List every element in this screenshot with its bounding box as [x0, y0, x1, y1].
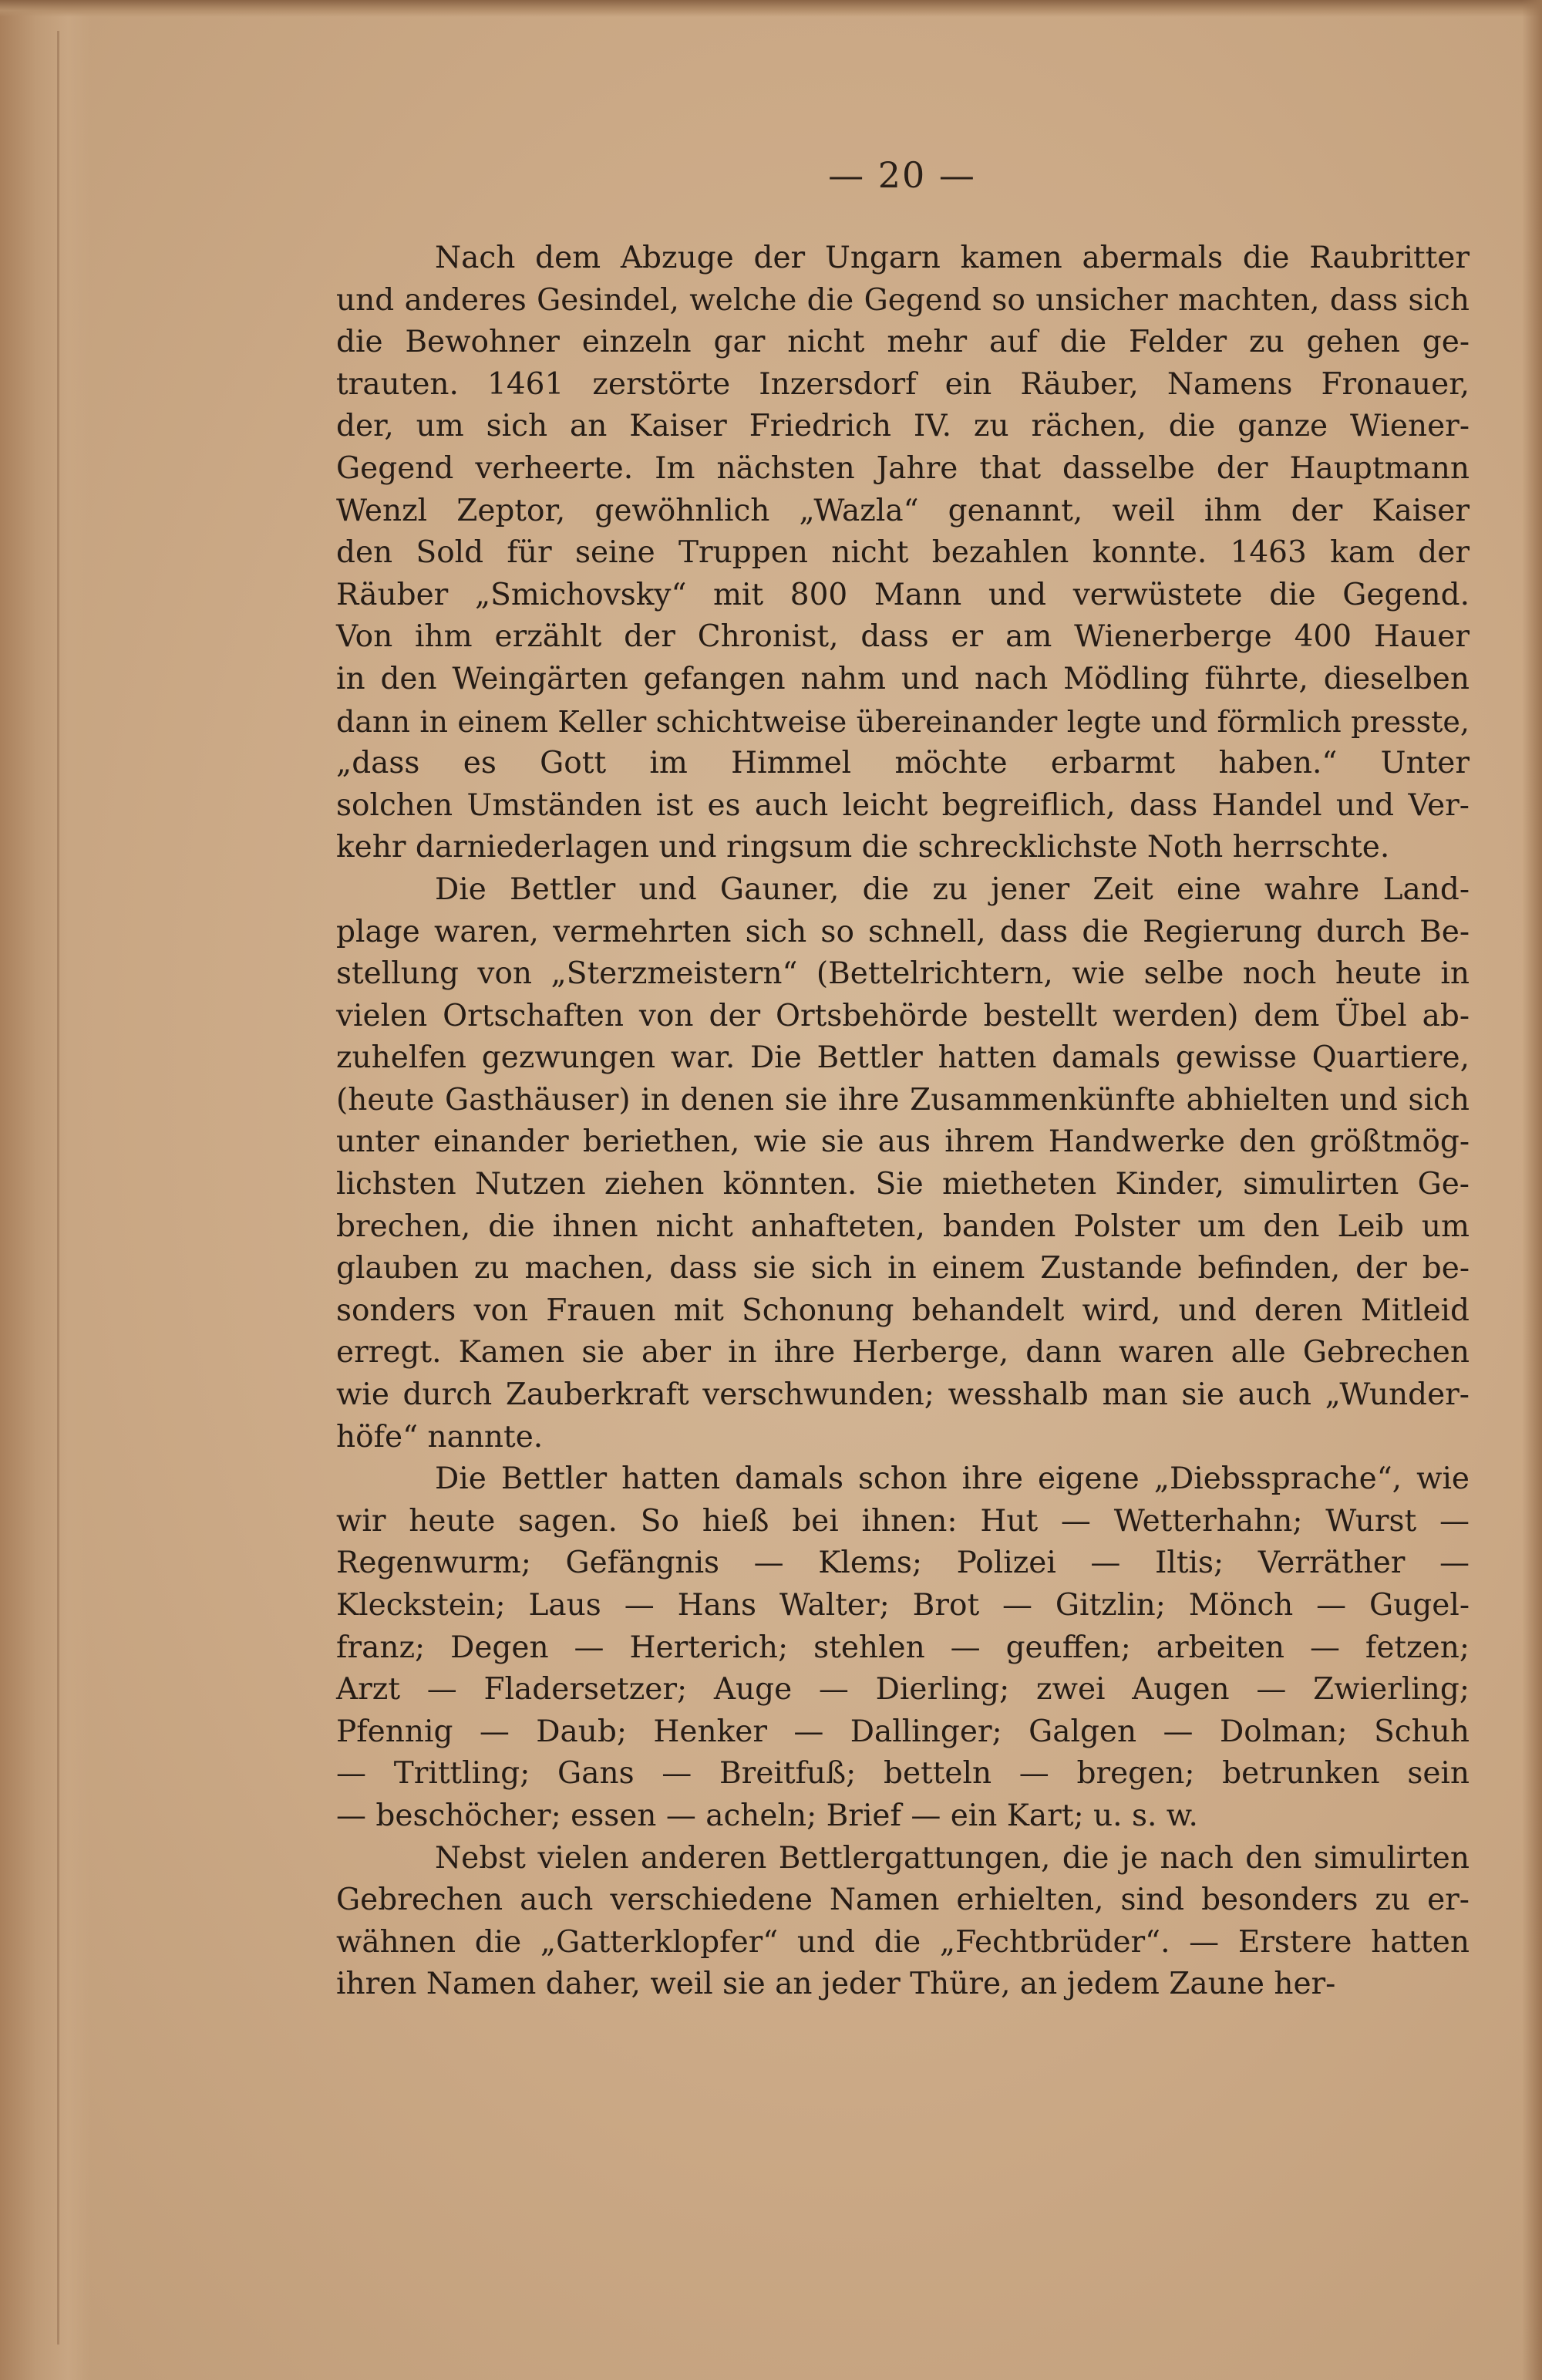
text-line: — beschöcher; essen — acheln; Brief — ein Kart; u. s. w.	[336, 1798, 1198, 1833]
text-line: brechen, die ihnen nicht anhafteten, banden Polster um den Leib um	[336, 1209, 1470, 1244]
paragraph	[336, 869, 1470, 1458]
text-line: trauten. 1461 zerstörte Inzersdorf ein Räuber, Namens Fronauer,	[336, 366, 1470, 402]
text-line: unter einander beriethen, wie sie aus ihrem Handwerke den größtmög-	[336, 1124, 1470, 1160]
text-line: stellung von „Sterzmeistern“ (Bettelrichtern, wie selbe noch heute in	[336, 956, 1470, 992]
text-line: zuhelfen gezwungen war. Die Bettler hatten damals gewisse Quartiere,	[336, 1040, 1470, 1076]
text-line: Arzt — Fladersetzer; Auge — Dierling; zwei Augen — Zwierling;	[336, 1672, 1470, 1707]
text-line: kehr darniederlagen und ringsum die schrecklichste Noth herrschte.	[336, 830, 1390, 865]
text-line: Räuber „Smichovsky“ mit 800 Mann und verwüstete die Gegend.	[336, 577, 1470, 612]
text-line: (heute Gasthäuser) in denen sie ihre Zusammenkünfte abhielten und sich	[336, 1082, 1470, 1118]
text-line: plage waren, vermehrten sich so schnell, dass die Regierung durch Be-	[336, 914, 1470, 949]
text-line: wir heute sagen. So hieß bei ihnen: Hut — Wetterhahn; Wurst —	[336, 1503, 1470, 1539]
text-line: — Trittling; Gans — Breitfuß; betteln — bregen; betrunken sein	[336, 1756, 1470, 1792]
text-line: sonders von Frauen mit Schonung behandelt wird, und deren Mitleid	[336, 1293, 1470, 1328]
text-line: Nebst vielen anderen Bettlergattungen, die je nach den simulirten	[435, 1840, 1470, 1876]
text-line: dann in einem Keller schichtweise übereinander legte und förmlich presste,	[336, 704, 1470, 739]
text-line: und anderes Gesindel, welche die Gegend so unsicher machten, dass sich	[336, 282, 1470, 318]
text-line: Die Bettler hatten damals schon ihre eigene „Diebssprache“, wie	[435, 1461, 1470, 1497]
text-line: wähnen die „Gatterklopfer“ und die „Fechtbrüder“. — Erstere hatten	[336, 1924, 1470, 1960]
body-text	[336, 238, 1470, 2006]
text-line: glauben zu machen, dass sie sich in einem Zustande befinden, der be-	[336, 1251, 1470, 1286]
book-binding-shadow	[0, 0, 91, 2380]
text-line: erregt. Kamen sie aber in ihre Herberge, dann waren alle Gebrechen	[336, 1335, 1470, 1370]
text-line: franz; Degen — Herterich; stehlen — geuffen; arbeiten — fetzen;	[336, 1630, 1470, 1665]
text-line: den Sold für seine Truppen nicht bezahlen konnte. 1463 kam der	[336, 535, 1470, 571]
text-line: „dass es Gott im Himmel möchte erbarmt haben.“ Unter	[336, 746, 1470, 781]
paragraph	[336, 1458, 1470, 1837]
text-line: höfe“ nannte.	[336, 1419, 544, 1455]
binding-crease	[57, 31, 59, 2345]
paragraph	[336, 1838, 1470, 2006]
text-line: Die Bettler und Gauner, die zu jener Zeit eine wahre Land-	[435, 871, 1470, 907]
text-line: die Bewohner einzeln gar nicht mehr auf die Felder zu gehen ge-	[336, 325, 1470, 360]
text-line: Gebrechen auch verschiedene Namen erhielten, sind besonders zu er-	[336, 1883, 1470, 1918]
text-line: vielen Ortschaften von der Ortsbehörde bestellt werden) dem Übel ab-	[336, 998, 1470, 1033]
text-line: lichsten Nutzen ziehen könnten. Sie mietheten Kinder, simulirten Ge-	[336, 1167, 1470, 1202]
text-line: Regenwurm; Gefängnis — Klems; Polizei — Iltis; Verräther —	[336, 1546, 1470, 1581]
top-page-edge	[0, 0, 1542, 17]
text-line: ihren Namen daher, weil sie an jeder Thüre, an jedem Zaune her-	[336, 1967, 1336, 2002]
text-line: Wenzl Zeptor, gewöhnlich „Wazla“ genannt, weil ihm der Kaiser	[336, 493, 1470, 528]
page-number: — 20 —	[828, 154, 976, 196]
text-line: Von ihm erzählt der Chronist, dass er am Wienerberge 400 Hauer	[336, 619, 1470, 655]
text-line: der, um sich an Kaiser Friedrich IV. zu rächen, die ganze Wiener-	[336, 409, 1470, 444]
text-line: solchen Umständen ist es auch leicht begreiflich, dass Handel und Ver-	[336, 787, 1470, 823]
text-line: Kleckstein; Laus — Hans Walter; Brot — Gitzlin; Mönch — Gugel-	[336, 1588, 1470, 1623]
text-line: in den Weingärten gefangen nahm und nach Mödling führte, dieselben	[336, 661, 1470, 696]
text-line: Gegend verheerte. Im nächsten Jahre that dasselbe der Hauptmann	[336, 450, 1470, 486]
text-line: wie durch Zauberkraft verschwunden; wesshalb man sie auch „Wunder-	[336, 1377, 1470, 1413]
paragraph	[336, 238, 1470, 869]
text-line: Pfennig — Daub; Henker — Dallinger; Galgen — Dolman; Schuh	[336, 1714, 1470, 1749]
right-page-edge	[1522, 0, 1542, 2380]
text-line: Nach dem Abzuge der Ungarn kamen abermals die Raubritter	[435, 241, 1470, 275]
